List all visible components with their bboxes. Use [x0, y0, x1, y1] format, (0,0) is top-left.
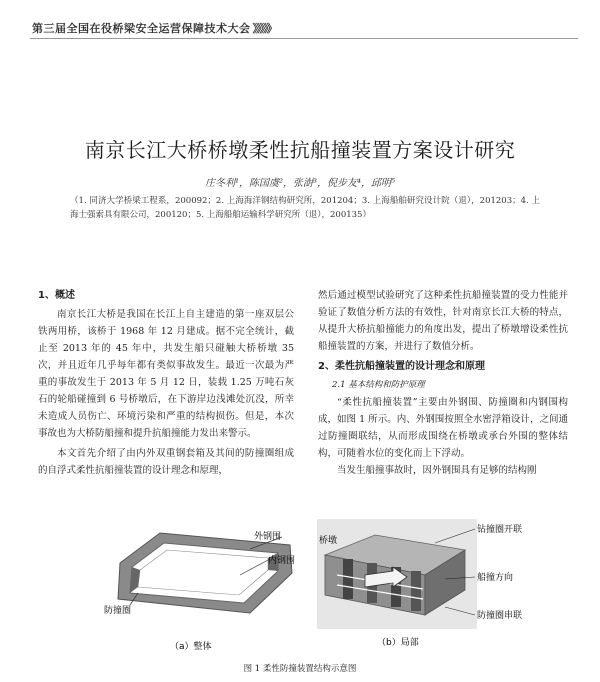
conference-header — [32, 20, 276, 36]
subsection-heading: 2.1 基本结构和防护原理 — [332, 380, 425, 390]
label-pier: 桥墩 — [319, 536, 338, 546]
label-bottom-chain: 防撞圈串联 — [477, 611, 523, 621]
paragraph: “柔性抗船撞装置”主要由外钢围、防撞圈和内钢围构成，如图 1 所示。内、外钢围按照全水密浮箱设计，之间通过防撞圈联结，从而形成围绕在桥墩或承台外围的整体结构，可随着水位的变化而上下浮动。 — [318, 397, 568, 459]
paragraph: 然后通过模型试验研究了这种柔性抗船撞装置的受力性能并验证了数值分析方法的有效性，针对南京长江大桥的特点，从提升大桥抗船撞能力的角度出发，提出了桥墩增设柔性抗船撞装置的方案，并进行了数值分析。 — [318, 290, 568, 352]
section-2-heading: 2、柔性抗船撞装置的设计理念和原理 — [318, 361, 485, 372]
label-outer-ring: 外钢围 — [254, 532, 282, 542]
figure-overall-diagram — [100, 515, 300, 652]
paragraph: 当发生船撞事故时，因外钢围具有足够的结构刚 — [337, 465, 537, 476]
paper-title: 南京长江大桥桥墩柔性抗船撞装置方案设计研究 — [84, 138, 516, 162]
figure-local-diagram — [315, 515, 550, 648]
pier-column — [343, 559, 353, 599]
label-top-chain: 钻撞圈开联 — [477, 525, 523, 535]
header-divider — [30, 38, 578, 39]
subcaption-b: （b）局部 — [377, 638, 419, 648]
section-1-heading: 1、概述 — [38, 290, 75, 301]
paper-affiliations: （1. 同济大学桥梁工程系，200092；2. 上海海洋钢结构研究所，201204；3. 上海船舶研究设计院（退），201203；4. 上海士强索具有限公司，200120；5. 上海船舶运输科学研究所（退），200135） — [70, 196, 540, 220]
paragraph: 本文首先介绍了由内外双重钢套箱及其间的防撞圈组成的自浮式柔性抗船撞装置的设计理念和原理， — [38, 448, 294, 476]
conference-name: 第三届全国在役桥梁安全运营保障技术大会 — [32, 22, 251, 35]
paper-authors: 庄冬利¹，陈国虞²，张澍³，倪步友⁴，邱明⁵ — [204, 178, 396, 189]
subcaption-a: （a）整体 — [170, 642, 212, 652]
header-arrows-icon: 》》》》》 — [252, 22, 276, 35]
label-inner-ring: 内钢围 — [268, 556, 296, 566]
label-collision-ring: 防撞圈 — [104, 606, 132, 616]
label-collision-direction: 船撞方向 — [477, 573, 514, 583]
paragraph: 南京长江大桥是我国在长江上自主建造的第一座双层公铁两用桥，该桥于 1968 年 12 月建成。据不完全统计，截止至 2013 年的 45 年中，共发生船只碰触大桥桥墩 35 次，并且近年几乎每年都有类似事故发生。最近一次最为严重的事故发生于 2013 年 5 月 12 日，装载 1.25 万吨石灰石的轮船碰撞到 6 号桥墩后，在下游岸边浅滩处沉没，所幸未造成人员伤亡、环境污染和严重的结构损伤。但是，本次事故也为大桥防船撞和提升抗船撞能力发出来警示。 — [38, 309, 294, 439]
figure-caption: 图 1 柔性防撞装置结构示意图 — [243, 664, 357, 674]
right-column — [318, 287, 568, 479]
left-column — [38, 287, 294, 479]
